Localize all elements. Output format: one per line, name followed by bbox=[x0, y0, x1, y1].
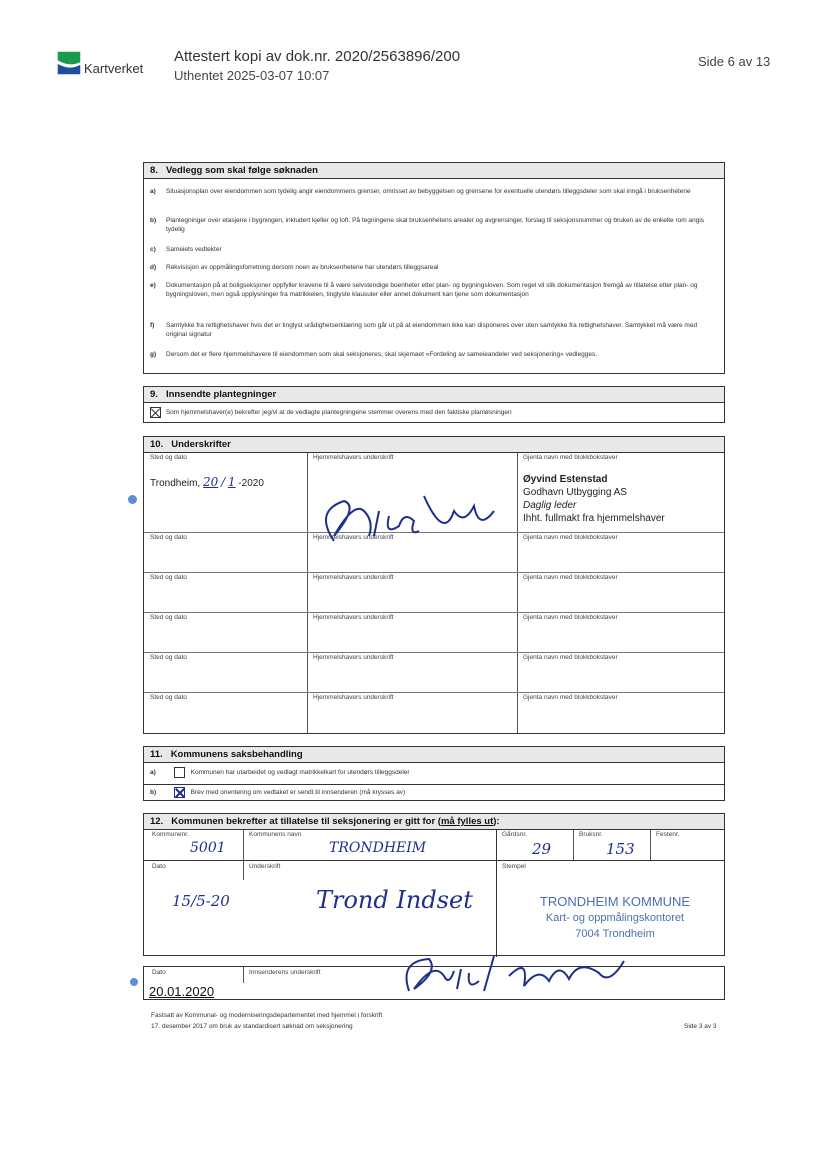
farm-number: 29 bbox=[532, 840, 552, 858]
page-number: Side 6 av 13 bbox=[698, 54, 771, 69]
section-header: 9. Innsendte plantegninger bbox=[144, 387, 724, 403]
list-item: f) Samtykke fra rettighetshaver hvis det er tinglyst urådighetserklæring som går ut på at eiendommen ikke kan disponeres over uten samtykke fra rettighetshaver. Samtykket må være med original signatur bbox=[150, 322, 698, 338]
municipal-stamp: TRONDHEIM KOMMUNE Kart- og oppmålingskontoret 7004 Trondheim bbox=[539, 894, 691, 940]
name-label: Gjenta navn med blokkbokstaver bbox=[523, 454, 618, 461]
document-title: Attestert kopi av dok.nr. 2020/2563896/200 bbox=[174, 48, 461, 65]
list-item: c) Sameiets vedtekter bbox=[150, 246, 222, 253]
first-place-date: Trondheim, 20 / 1 -2020 bbox=[150, 475, 264, 489]
approval-date: 15/5-20 bbox=[172, 892, 230, 910]
scan-marker-icon bbox=[130, 978, 138, 986]
use-number: 153 bbox=[606, 840, 635, 858]
section-submitter: Dato Innsenderens underskrift 20.01.2020 bbox=[143, 966, 725, 1000]
section-header: 8. Vedlegg som skal følge søknaden bbox=[144, 163, 724, 179]
footer-page: Side 3 av 3 bbox=[684, 1023, 717, 1030]
list-item: a) Situasjonsplan over eiendommen som tydelig angir eiendommens grenser, omrisset av bebyggelsen og grensene for eventuelle utendørs tilleggsdeler som skal inngå i bruksenhetene bbox=[150, 188, 691, 195]
footer-line-1: Fastsatt av Kommunal- og moderniseringsdepartementet med hjemmel i forskrift bbox=[151, 1012, 383, 1019]
municipality-number: 5001 bbox=[190, 840, 226, 856]
section-floor-plans bbox=[143, 386, 725, 423]
confirm-plans-label: Som hjemmelshaver(e) bekrefter jeg/vi at de vedlagte plantegningene stemmer overens med den faktiske planløsningen bbox=[165, 409, 512, 417]
list-item: b) Plantegninger over etasjene i bygningen, inkludert kjeller og loft. På tegningene skal bruksenhetens arealer og avgrensinger, forslag til seksjonsnummer og bruken av de enkelte rom angis tydelig bbox=[150, 217, 705, 233]
handwritten-signature-icon bbox=[304, 481, 504, 551]
first-signer-block: Øyvind Estenstad Godhavn Utbygging AS Daglig leder Ihht. fullmakt fra hjemmelshaver bbox=[523, 474, 665, 524]
list-item: a) Kommunen har utarbeidet og vedlagt matrikkelkart for utendørs tilleggsdeler bbox=[150, 767, 410, 778]
section-header: 11. Kommunens saksbehandling bbox=[144, 747, 724, 763]
section-header: 10. Underskrifter bbox=[144, 437, 724, 453]
list-item: b) Brev med orientering om vedtaket er sendt til innsenderen (må krysses av) bbox=[150, 787, 405, 798]
submission-date: 20.01.2020 bbox=[149, 984, 215, 999]
signature-label: Hjemmelshavers underskrift bbox=[313, 454, 394, 461]
section-attachments bbox=[143, 162, 725, 374]
place-date-label: Sted og dato bbox=[150, 454, 187, 461]
section-municipal-processing bbox=[143, 746, 725, 801]
section-header: 12. Kommunen bekrefter at tillatelse til seksjonering er gitt for (må fylles ut): bbox=[144, 814, 724, 830]
map-attached-checkbox[interactable] bbox=[174, 767, 185, 778]
footer-line-2: 17. desember 2017 om bruk av standardisert søknad om seksjonering bbox=[151, 1023, 353, 1030]
confirm-plans-checkbox[interactable] bbox=[150, 407, 161, 418]
scan-marker-icon bbox=[128, 495, 137, 504]
list-item: d) Rekvisisjon av oppmålingsforretning dersom noen av bruksenhetene har utendørs tilleggsareal bbox=[150, 264, 439, 271]
submitter-signature-icon bbox=[399, 951, 629, 999]
municipality-name: TRONDHEIM bbox=[329, 840, 427, 856]
letter-sent-checkbox[interactable] bbox=[174, 787, 185, 798]
section-municipal-confirmation: 12. Kommunen bekrefter at tillatelse til seksjonering er gitt for (må fylles ut): Kommunenr. Kommunens navn Gårdsnr. Bruksnr. Festenr. 5001 TRONDHEIM 29 153 Dato Underskrift Stempel 15/5-20 Trond Indset TRONDHEIM KOMMUNE Kart- og oppmålingskontoret 7004 Trondheim bbox=[143, 813, 725, 956]
list-item: e) Dokumentasjon på at boligseksjoner oppfyller kravene til å være selvstendige boenheter etter plan- og bygningsloven. Som regel vil slik dokumentasjon fremgå av tillatelse etter plan- og bygningsloven, men også opplysninger fra matrikkelen, tinglyste klausuler eller annet dokument kan tjene som dokumentasjon bbox=[150, 282, 698, 298]
logo-text: Kartverket bbox=[84, 61, 144, 76]
retrieved-date: Uthentet 2025-03-07 10:07 bbox=[174, 68, 330, 83]
kartverket-logo-icon bbox=[56, 48, 82, 78]
list-item: g) Dersom det er flere hjemmelshavere til eiendommen som skal seksjoneres, skal skjemaet «Fordeling av sameieandeler ved seksjonering» vedlegges. bbox=[150, 351, 598, 358]
municipal-signature: Trond Indset bbox=[316, 886, 473, 914]
section-signatures: 10. Underskrifter Sted og dato Hjemmelshavers underskrift Gjenta navn med blokkbokstaver Trondheim, 20 / 1 -2020 Øyvind Estenstad Godhavn Utbygging AS Daglig leder Ihht. fullmakt fra hjemmelshaver Sted og dato Hjemmelshavers underskrift Gjenta navn med blokkbokstaver Sted og dato Hjemmelshavers underskrift Gjenta navn med blokkbokstaver Sted og dato Hjemmelshavers underskrift Gjenta navn med blokkbokstaver Sted og dato Hjemmelshavers underskrift Gjenta navn med blokkbokstaver Sted og dato Hjemmelshavers underskrift Gjenta navn med blokkbokstaver bbox=[143, 436, 725, 734]
